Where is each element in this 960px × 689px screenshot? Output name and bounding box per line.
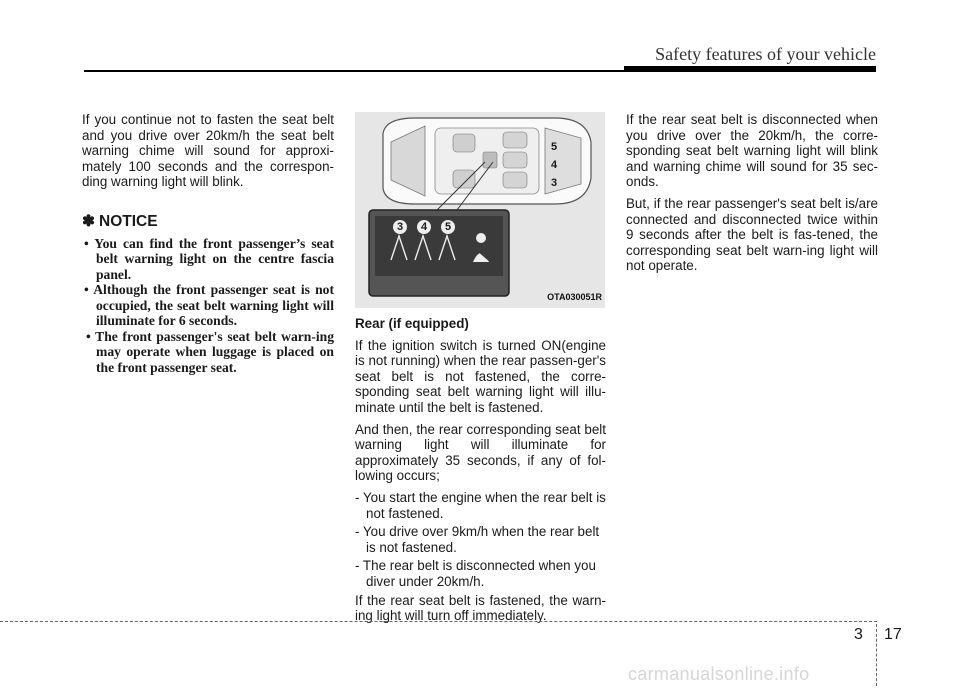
column-right (626, 112, 878, 280)
rear-heading: Rear (if equipped) (355, 316, 469, 331)
seat-belt-figure (355, 112, 605, 308)
section-title: Safety features of your vehicle (655, 44, 876, 64)
watermark: carmanualsonline.info (628, 664, 810, 684)
seat-number-label: 4 (551, 159, 558, 171)
notice-item: • Although the front passenger seat is not occupied, the seat belt warning light will illuminate for 6 seconds. (84, 282, 334, 329)
condition-item: - You start the engine when the rear belt is not fastened. (355, 489, 606, 521)
seat-number-label: 5 (551, 141, 558, 153)
seat-number-label: 3 (551, 177, 558, 189)
intro-paragraph: If you continue not to fasten the seat belt and you drive over 20km/h the seat belt warning chime will sound for approxi-mately 100 seconds and the correspon-ding warning light will blink. (82, 112, 334, 190)
notice-list (82, 236, 334, 376)
notice-item: • The front passenger's seat belt warn-ing may operate when luggage is placed on the front passenger seat. (86, 328, 334, 375)
column-left (82, 112, 334, 375)
chapter-number: 3 (854, 626, 863, 643)
notice-icon: ✽ (82, 212, 95, 230)
panel-number-label: 3 (393, 220, 407, 234)
rear-paragraph-3: If the rear seat belt is fastened, the warn-ing light will turn off immediately. (355, 592, 606, 624)
disconnect-paragraph: If the rear seat belt is disconnected when you drive over the 20km/h, the corre-sponding seat belt warning light will blink and warning chime will sound for 35 sec-onds. (626, 112, 878, 190)
footer-rule (0, 621, 877, 622)
notice-heading (82, 214, 334, 230)
notice-item: • You can find the front passenger’s seat belt warning light on the centre fascia panel. (84, 235, 334, 282)
rear-paragraph-2: And then, the rear corresponding seat belt warning light will illuminate for approximately 35 seconds, if any of fol-lowing occurs; (355, 421, 606, 484)
header-bar (624, 66, 876, 72)
notice-title: NOTICE (99, 212, 158, 230)
figure-caption: OTA030051R (547, 292, 602, 303)
page-number: 17 (884, 626, 902, 643)
condition-item: - You drive over 9km/h when the rear belt is not fastened. (355, 524, 600, 555)
column-middle (355, 112, 606, 630)
rear-paragraph-1: If the ignition switch is turned ON(engine is not running) when the rear passen-ger's seat belt is not fastened, the corre-sponding seat belt warning light will illu-minate until the belt is fastened. (355, 337, 606, 415)
car-top-view-illustration (355, 112, 605, 308)
twice-paragraph: But, if the rear passenger's seat belt is/are connected and disconnected twice within 9 seconds after the belt is fas-tened, the corresponding seat belt warn-ing light will not operate. (626, 195, 878, 274)
panel-number-label: 5 (441, 220, 455, 234)
panel-number-label: 4 (417, 220, 431, 234)
condition-item: - The rear belt is disconnected when you diver under 20km/h. (355, 558, 596, 589)
page-number-separator (876, 624, 877, 686)
